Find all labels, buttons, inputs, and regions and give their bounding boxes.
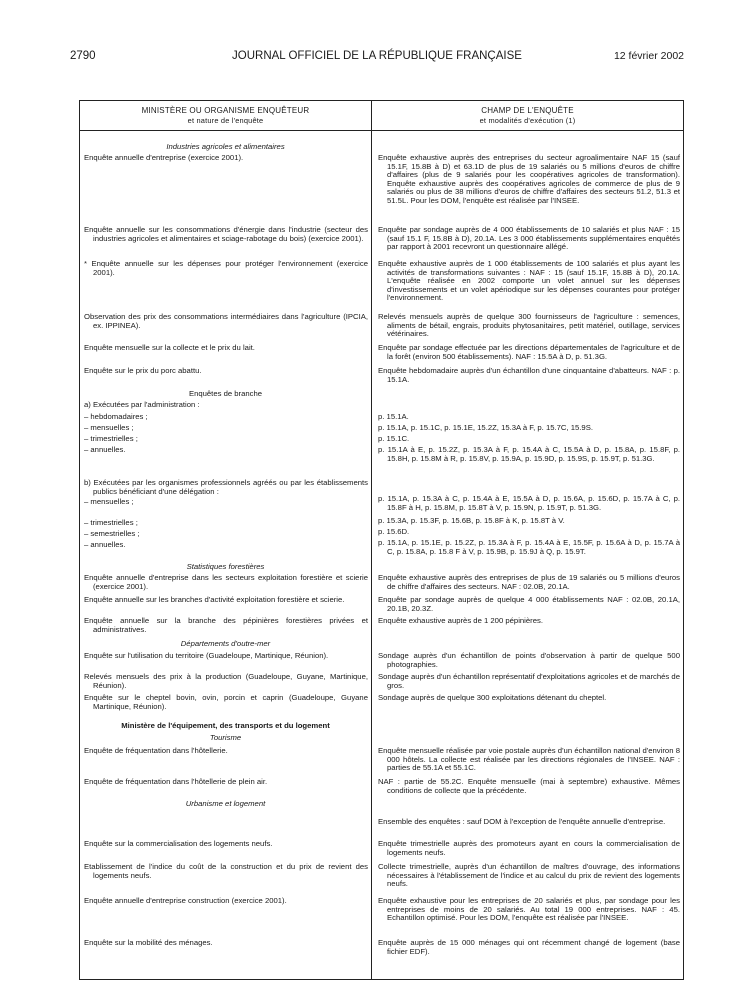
survey-name: Enquête annuelle sur les consommations d'énergie dans l'industrie (secteur des industries agricoles et alimentaires et sciage-rabotage du bois) (exercice 2001). xyxy=(84,225,368,243)
survey-name: – annuelles. xyxy=(84,540,126,549)
section-heading: Départements d'outre-mer xyxy=(180,639,271,648)
section-heading: Urbanisme et logement xyxy=(185,799,266,808)
survey-scope: Enquête hebdomadaire auprès d'un échantillon d'une cinquantaine d'abatteurs. NAF : p. 15.1A. xyxy=(378,366,680,384)
survey-scope: p. 15.1C. xyxy=(378,434,410,443)
survey-name: – mensuelles ; xyxy=(84,423,134,432)
survey-scope: Ensemble des enquêtes : sauf DOM à l'exception de l'enquête annuelle d'entreprise. xyxy=(378,817,666,826)
survey-scope: p. 15.1A à E, p. 15.2Z, p. 15.3A à F, p. 15.4A à C, 15.5A à D, p. 15.8A, p. 15.8F, p. 15.8H, p. 15.8M à R, p. 15.8V, p. 15.9A, p. 15.9D, p. 15.9S, p. 15.9T, p. 51.3G. xyxy=(378,445,680,463)
survey-name: Enquête annuelle sur la branche des pépinières forestières privées et administratives. xyxy=(84,616,368,634)
survey-name: * Enquête annuelle sur les dépenses pour protéger l'environnement (exercice 2001). xyxy=(84,259,368,277)
survey-scope: p. 15.6D. xyxy=(378,527,410,536)
survey-name: – semestrielles ; xyxy=(84,529,140,538)
column-header-left xyxy=(80,106,371,125)
column-header-right-title: CHAMP DE L'ENQUÊTE xyxy=(481,106,574,115)
survey-scope: Relevés mensuels auprès de quelque 300 fournisseurs de l'agriculture : semences, aliments de bétail, engrais, produits phytosanitaires, petit matériel, outillage, services vétérinaires. xyxy=(378,312,680,339)
survey-name: Enquête annuelle d'entreprise (exercice 2001). xyxy=(84,153,244,162)
column-header-right xyxy=(372,106,683,125)
survey-scope: Enquête exhaustive auprès de 1 000 établissements de 100 salariés et plus ayant les activités de transformations suivantes : NAF : 15 (sauf 15.1F, 15.8B à D), 20.1A. L'enquête réalisée en 2002 comporte un volet annuel sur les dépenses d'investissements et un volet apériodique sur les dépenses courantes pour protéger l'environnement. xyxy=(378,259,680,303)
survey-scope: Enquête exhaustive pour les entreprises de 20 salariés et plus, par sondage pour les entreprises de moins de 20 salariés. Au total 19 000 entreprises. NAF : 45. Echantillon optimisé. Pour les DOM, l'enquête est réalisée par l'INSEE. xyxy=(378,896,680,923)
survey-name: – trimestrielles ; xyxy=(84,434,138,443)
survey-name: a) Exécutées par l'administration : xyxy=(84,400,200,409)
survey-table xyxy=(79,100,684,980)
survey-name: b) Exécutées par les organismes professionnels agréés ou par les établissements publics bénéficiant d'une délégation : xyxy=(84,478,368,496)
publication-date: 12 février 2002 xyxy=(613,50,684,62)
survey-name: Enquête sur le prix du porc abattu. xyxy=(84,366,202,375)
column-header-left-subtitle: et nature de l'enquête xyxy=(187,115,264,125)
page-number: 2790 xyxy=(70,50,96,62)
survey-name: Enquête annuelle d'entreprise dans les secteurs exploitation forestière et scierie (exercice 2001). xyxy=(84,573,368,591)
page-header xyxy=(70,50,684,66)
survey-scope: Enquête exhaustive auprès des entreprises du secteur agroalimentaire NAF 15 (sauf 15.1F, 15.8B à D) et 63.1D de plus de 19 salariés ou 5 millions d'euros de chiffre d'affaires (plus de 9 salariés pour les coopératives agricoles de transformation). Enquête exhaustive auprès des coopératives agricoles de commerce de plus de 9 salariés ou plus de 38 millions d'euros de chiffre d'affaires des secteurs 51.2, 51.3 et 51.5L. Pour les DOM, l'enquête est réalisée par l'INSEE. xyxy=(378,153,680,205)
column-header-left-title: MINISTÈRE OU ORGANISME ENQUÊTEUR xyxy=(141,106,310,115)
survey-scope: Collecte trimestrielle, auprès d'un échantillon de maîtres d'ouvrage, des informations nécessaires à l'établissement de l'indice et au calcul du prix de revient des logements neufs. xyxy=(378,862,680,889)
survey-scope: NAF : partie de 55.2C. Enquête mensuelle (mai à septembre) exhaustive. Mêmes conditions de collecte que la précédente. xyxy=(378,777,680,795)
survey-name: Enquête sur le cheptel bovin, ovin, porcin et caprin (Guadeloupe, Guyane Martinique, Réunion). xyxy=(84,693,368,711)
survey-scope: Enquête auprès de 15 000 ménages qui ont récemment changé de logement (base fichier EDF). xyxy=(378,938,680,956)
survey-name: – annuelles. xyxy=(84,445,126,454)
survey-scope: Enquête mensuelle réalisée par voie postale auprès d'un échantillon national d'environ 8 000 hôtels. La collecte est réalisée par les directions régionales de l'INSEE. NAF : parties de 55.1A et 55.1C. xyxy=(378,746,680,773)
section-heading: Statistiques forestières xyxy=(186,562,265,571)
survey-name: Enquête annuelle sur les branches d'activité exploitation forestière et scierie. xyxy=(84,595,345,604)
survey-scope: Sondage auprès d'un échantillon représentatif d'exploitations agricoles et de marchés de gros. xyxy=(378,672,680,690)
survey-name: Etablissement de l'indice du coût de la construction et du prix de revient des logements neufs. xyxy=(84,862,368,880)
section-heading: Tourisme xyxy=(209,733,242,742)
survey-name: Enquête annuelle d'entreprise construction (exercice 2001). xyxy=(84,896,287,905)
survey-scope: p. 15.3A, p. 15.3F, p. 15.6B, p. 15.8F à K, p. 15.8T à V. xyxy=(378,516,565,525)
column-divider xyxy=(371,101,372,979)
table-header xyxy=(80,101,683,131)
survey-scope: Sondage auprès de quelque 300 exploitations détenant du cheptel. xyxy=(378,693,607,702)
column-header-right-subtitle: et modalités d'exécution (1) xyxy=(479,115,576,125)
survey-scope: Enquête exhaustive auprès des entreprises de plus de 19 salariés ou 5 millions d'euros de chiffre d'affaires des secteurs. NAF : 02.0B, 20.1A. xyxy=(378,573,680,591)
survey-name: – trimestrielles ; xyxy=(84,518,138,527)
survey-scope: Enquête par sondage auprès de quelque 4 000 établissements NAF : 02.0B, 20.1A, 20.1B, 20.3Z. xyxy=(378,595,680,613)
survey-scope: Enquête par sondage auprès de 4 000 établissements de 10 salariés et plus NAF : 15 (sauf 15.1 F, 15.8B à D), 20.1A. Les 3 000 établissements supplémentaires enquêtés par rapport à 2001 recevront un questionnaire allégé. xyxy=(378,225,680,252)
survey-name: Enquête sur la commercialisation des logements neufs. xyxy=(84,839,273,848)
survey-scope: Enquête trimestrielle auprès des promoteurs ayant en cours la commercialisation de logements neufs. xyxy=(378,839,680,857)
survey-name: Relevés mensuels des prix à la production (Guadeloupe, Guyane, Martinique, Réunion). xyxy=(84,672,368,690)
ministry-heading: Ministère de l'équipement, des transports et du logement xyxy=(121,721,330,730)
survey-name: Enquête sur la mobilité des ménages. xyxy=(84,938,213,947)
survey-name: Enquête mensuelle sur la collecte et le prix du lait. xyxy=(84,343,255,352)
survey-scope: p. 15.1A, p. 15.1C, p. 15.1E, 15.2Z, 15.3A à F, p. 15.7C, 15.9S. xyxy=(378,423,593,432)
survey-name: Enquête de fréquentation dans l'hôtellerie. xyxy=(84,746,228,755)
survey-scope: Sondage auprès d'un échantillon de points d'observation à partir de quelque 500 photographies. xyxy=(378,651,680,669)
survey-name: Enquête sur l'utilisation du territoire (Guadeloupe, Martinique, Réunion). xyxy=(84,651,329,660)
section-heading: Enquêtes de branche xyxy=(188,389,263,398)
section-heading: Industries agricoles et alimentaires xyxy=(166,142,285,151)
survey-name: Enquête de fréquentation dans l'hôtellerie de plein air. xyxy=(84,777,268,786)
survey-scope: p. 15.1A. xyxy=(378,412,409,421)
survey-scope: p. 15.1A, p. 15.3A à C, p. 15.4A à E, 15.5A à D, p. 15.6A, p. 15.6D, p. 15.7A à C, p. 15.8F à H, p. 15.8M, p. 15.8T à V, p. 15.9N, p. 15.9T, p. 51.3G. xyxy=(378,494,680,512)
survey-name: – hebdomadaires ; xyxy=(84,412,148,421)
survey-scope: Enquête par sondage effectuée par les directions départementales de l'agriculture et de la forêt (environ 500 établissements). NAF : 15.5A à D, p. 51.3G. xyxy=(378,343,680,361)
survey-scope: Enquête exhaustive auprès de 1 200 pépinières. xyxy=(378,616,543,625)
survey-scope: p. 15.1A, p. 15.1E, p. 15.2Z, p. 15.3A à F, p. 15.4A à E, 15.5F, p. 15.6A à D, p. 15.7A à C, p. 15.8A, p. 15.8 F à V, p. 15.9B, p. 15.9J à Q, p. 15.9T. xyxy=(378,538,680,556)
survey-name: – mensuelles ; xyxy=(84,497,134,506)
survey-name: Observation des prix des consommations intermédiaires dans l'agriculture (IPCIA, ex. IPPINEA). xyxy=(84,312,368,330)
journal-title: JOURNAL OFFICIEL DE LA RÉPUBLIQUE FRANÇAISE xyxy=(232,50,522,62)
